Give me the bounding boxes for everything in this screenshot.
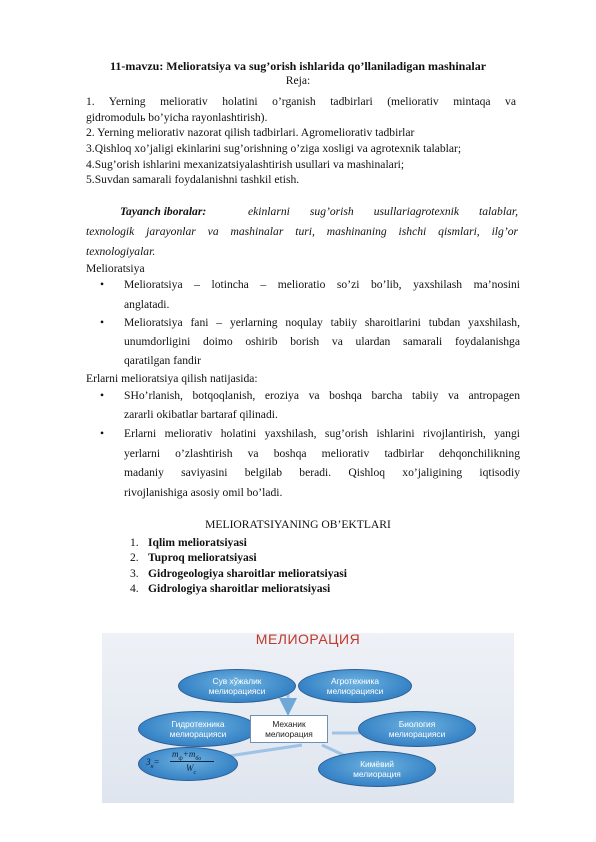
bullet-3-line-1: SHo’rlanish, botqoqlanish, eroziya va boshqa barcha tabiiy va antropagen [124, 389, 520, 402]
section-results-title: Erlarni melioratsiya qilish natijasida: [86, 372, 258, 385]
bullet-1-line-2: anglatadi. [124, 298, 170, 311]
object-item: 1. Iqlim melioratsiyasi [130, 536, 247, 549]
bullet-2-line-3: qaratilgan fandir [124, 354, 201, 367]
section-melioratsiya-title: Melioratsiya [86, 262, 145, 275]
keywords-label: Tayanch iboralar: [120, 205, 207, 218]
bullet-1-line-1: Melioratsiya – lotincha – melioratio so’zi bo’lib, yaxshilash ma’nosini [124, 278, 520, 291]
objects-heading: MELIORATSIYANING OB’EKTLARI [205, 518, 391, 531]
bullet-4-line-4: rivojlanishiga asosiy omil bo’ladi. [124, 486, 283, 499]
bullet-2-line-1: Melioratsiya fani – yerlarning noqulay tabiiy sharoitlarini tubdan yaxshilash, [124, 316, 520, 329]
object-item: 2. Tuproq melioratsiyasi [130, 551, 257, 565]
plan-line-1-cont: gidromodulь bo’yicha rayonlashtirish). [86, 111, 268, 124]
plan-line-2: 2. Yerning meliorativ nazorat qilish tadbirlari. Agromeliorativ tadbirlar [86, 126, 415, 139]
node-biological: Биология мелиорацияси [358, 711, 476, 747]
object-item: 3. Gidrogeologiya sharoitlar melioratsiyasi [130, 566, 348, 580]
bullet-marker: • [100, 278, 105, 291]
diagram-title: МЕЛИОРАЦИЯ [255, 631, 361, 647]
node-agrotechnical: Агротехника мелиорацияси [298, 669, 412, 703]
connector-arrow [222, 745, 302, 757]
formula-lhs: $З_н=$ [146, 757, 160, 770]
formula-denominator: $W_c$ [186, 763, 197, 776]
keywords-line-3: texnologiyalar. [86, 245, 156, 258]
node-water-management: Сув хўжалик мелиорацияси [178, 669, 296, 703]
plan-line-4: 4.Sug’orish ishlarini mexanizatsiyalashtirish usullari va mashinalari; [86, 158, 405, 171]
formula-numerator: $m_ф+m_{бо}$ [172, 749, 202, 762]
bullet-2-line-2: unumdorligini doimo oshirib borish va ulardan samarali foydalanishga [124, 335, 520, 348]
bullet-4-line-1: Erlarni meliorativ holatini yaxshilash, sug’orish ishlarini rivojlantirish, yangi [124, 427, 520, 440]
keywords-line-1: ekinlarni sug’orish usullariagrotexnik talablar, [248, 205, 518, 218]
node-chemical: Кимёвий мелиорация [318, 751, 436, 787]
plan-line-1: 1. Yerning meliorativ holatini o’rganish tadbirlari (meliorativ mintaqa va [86, 95, 516, 108]
bullet-marker: • [100, 427, 105, 440]
formula-fraction-line [170, 761, 214, 762]
bullet-4-line-3: madaniy saviyasini belgilab beradi. Qishloq xo’jaligining iqtisodiy [124, 466, 520, 479]
bullet-marker: • [100, 316, 105, 329]
objects-list [130, 535, 347, 597]
node-hydrotechnical: Гидротехника мелиорацияси [138, 711, 258, 747]
plan-label: Reja: [285, 74, 311, 87]
plan-line-3: 3.Qishloq xo’jaligi ekinlarini sug’orishning o’ziga xosligi va agrotexnik talablar; [86, 142, 462, 155]
node-mechanical: Механик мелиорация [250, 715, 328, 743]
object-item: 4. Gidrologiya sharoitlar melioratsiyasi [130, 582, 331, 596]
bullet-marker: • [100, 389, 105, 402]
bullet-3-line-2: zararli okibatlar bartaraf qilinadi. [124, 408, 278, 421]
bullet-4-line-2: yerlarni o’zlashtirish va boshqa meliorativ tadbirlar dehqonchilikning [124, 447, 520, 460]
melioration-diagram [102, 633, 514, 803]
keywords-line-2: texnologik jarayonlar va mashinalar turi, mashinaning ishchi qismlari, ilg’or [86, 225, 518, 238]
plan-line-5: 5.Suvdan samarali foydalanishni tashkil etish. [86, 173, 300, 186]
document-title: 11-mavzu: Melioratsiya va sug’orish ishlarida qo’llaniladigan mashinalar [109, 59, 487, 73]
